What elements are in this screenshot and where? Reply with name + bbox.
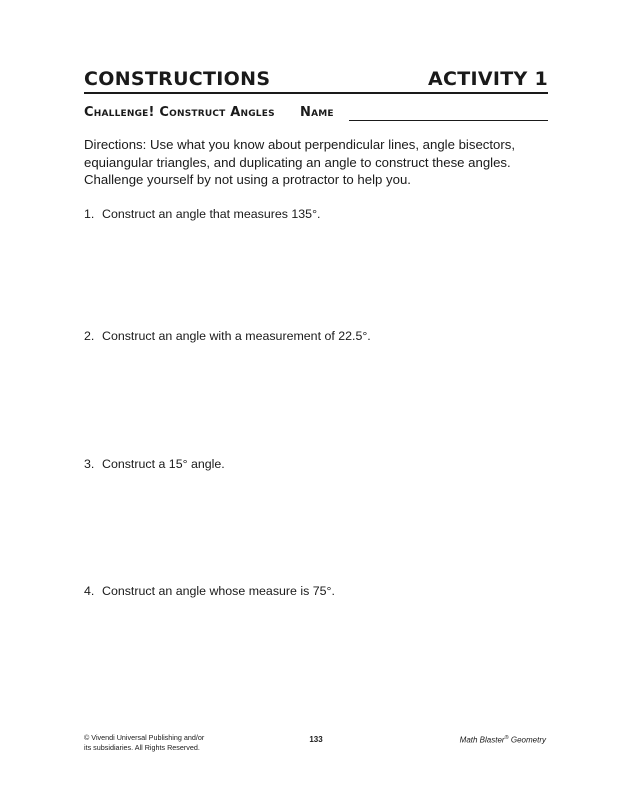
name-label: Name: [300, 105, 334, 120]
activity-title: ACTIVITY 1: [427, 68, 548, 90]
question-text: Construct an angle that measures 135°.: [102, 207, 321, 221]
copyright-line-1: © Vivendi Universal Publishing and/or: [84, 733, 205, 742]
question-2: [84, 328, 554, 344]
challenge-title: Challenge! Construct Angles: [84, 105, 275, 120]
book-title-name: Math Blaster: [459, 735, 505, 745]
question-3: [84, 456, 554, 472]
book-subtitle: Geometry: [510, 735, 546, 745]
page-number: 133: [309, 735, 323, 744]
registered-mark: ®: [504, 735, 509, 741]
copyright-notice: [84, 733, 244, 752]
question-number: 4.: [84, 584, 95, 598]
question-1: [84, 206, 554, 222]
question-text: Construct an angle whose measure is 75°.: [102, 584, 335, 598]
section-title: CONSTRUCTIONS: [84, 68, 271, 90]
question-text: Construct an angle with a measurement of 22.5°.: [102, 329, 371, 343]
worksheet-subheading: [84, 104, 548, 124]
question-number: 2.: [84, 329, 95, 343]
question-number: 3.: [84, 457, 95, 471]
book-title: [460, 735, 546, 745]
question-text: Construct a 15° angle.: [102, 457, 225, 471]
question-4: [84, 583, 554, 599]
page-header: [84, 68, 548, 94]
copyright-line-2: its subsidiaries. All Rights Reserved.: [84, 742, 200, 752]
name-blank-line: [349, 120, 548, 121]
question-number: 1.: [84, 207, 95, 221]
directions-text: Directions: Use what you know about perpendicular lines, angle bisectors, equiangular triangles, and duplicating an angle to construct these angles. Challenge yourself by not using a protractor to help you.: [84, 137, 516, 187]
